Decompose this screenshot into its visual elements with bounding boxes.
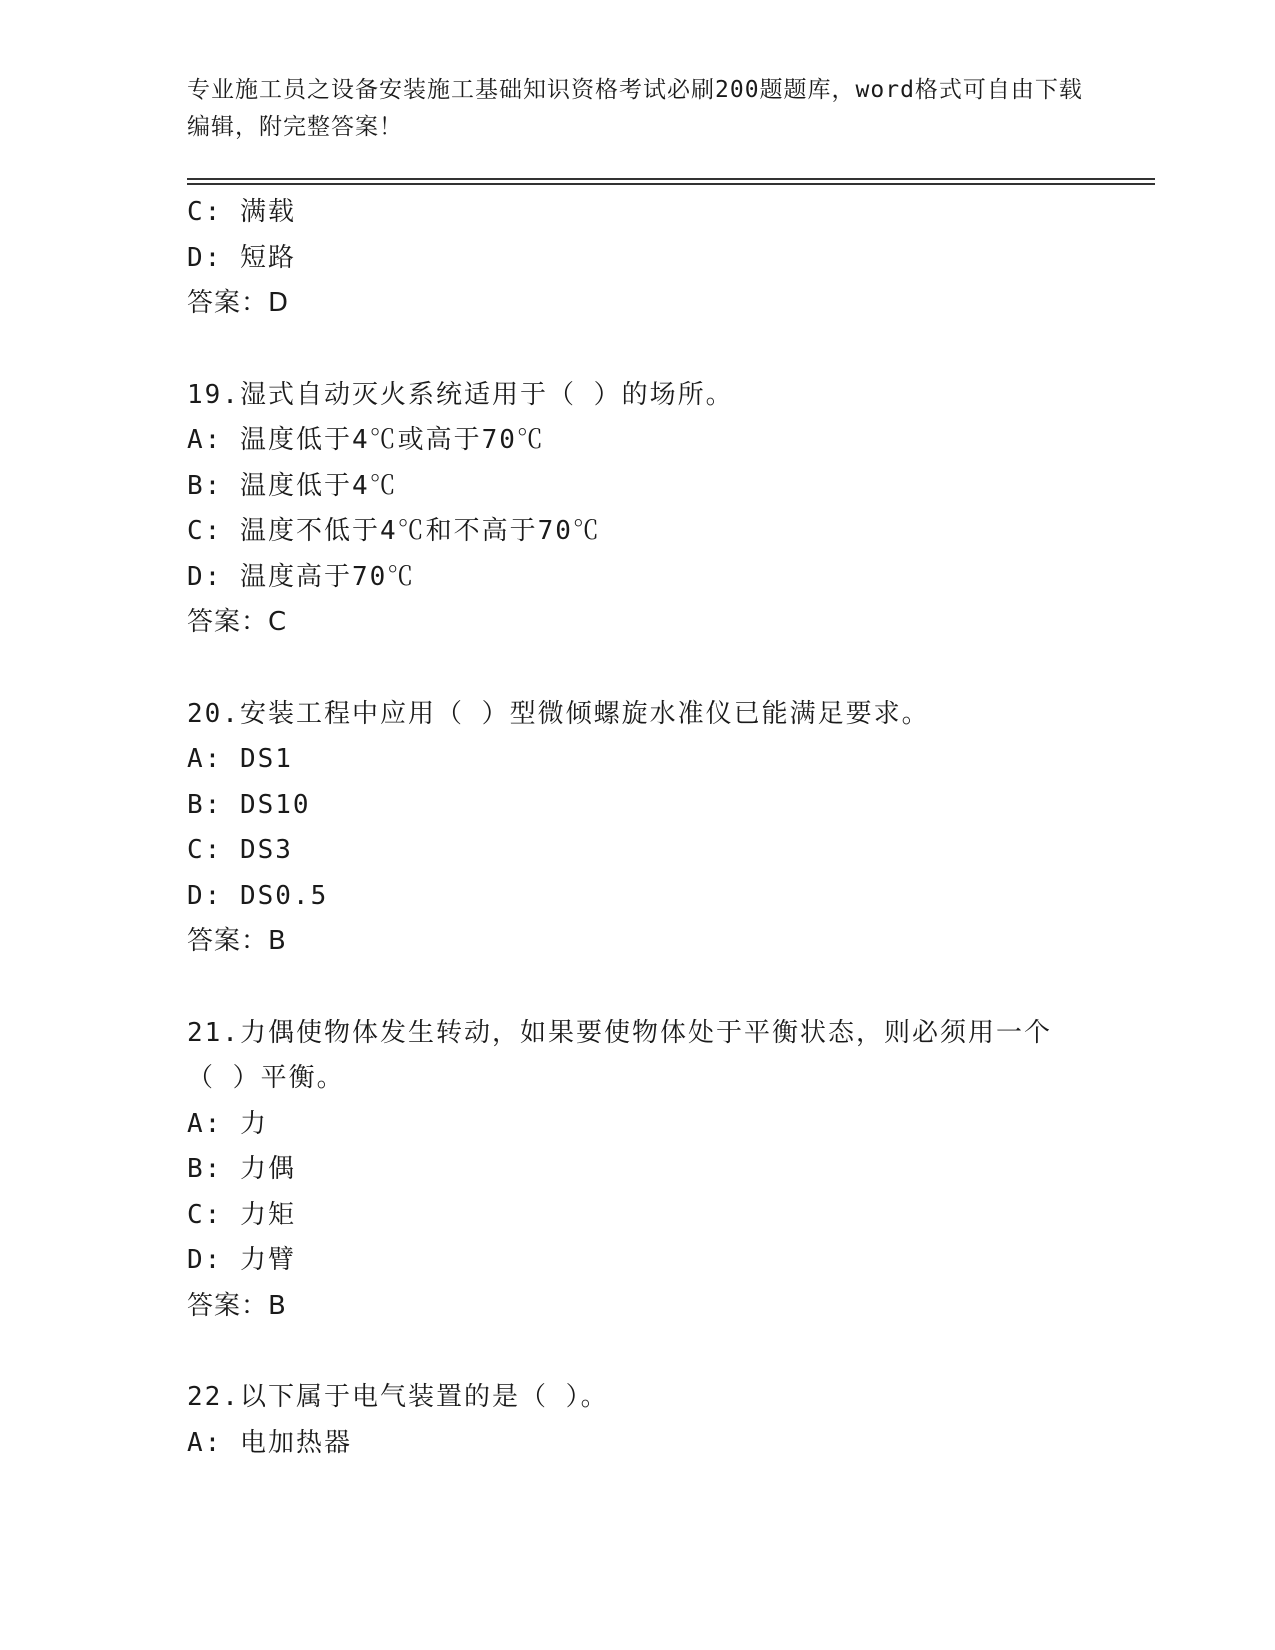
question-20 [187, 692, 1147, 965]
document-header [187, 72, 1087, 146]
header-divider-bottom [187, 183, 1155, 185]
spacer [187, 965, 1147, 1011]
question-19 [187, 373, 1147, 646]
answer-label: 答案：C [187, 607, 288, 637]
option-a: A: 温度低于4℃或高于70℃ [187, 425, 545, 455]
answer-label: 答案：D [187, 288, 290, 318]
spacer [187, 1329, 1147, 1375]
option-d: D: DS0.5 [187, 880, 329, 911]
question-stem: 22.以下属于电气装置的是（ ）。 [187, 1382, 609, 1412]
question-list [187, 190, 1147, 1466]
answer-label: 答案：B [187, 926, 287, 956]
option-b: B: 力偶 [187, 1154, 296, 1184]
question-21 [187, 1011, 1147, 1330]
option-b: B: DS10 [187, 789, 311, 820]
question-stem-line-1: 21.力偶使物体发生转动，如果要使物体处于平衡状态，则必须用一个 [187, 1017, 1052, 1048]
header-divider-top [187, 178, 1155, 180]
option-d: D: 短路 [187, 242, 296, 273]
option-b: B: 温度低于4℃ [187, 470, 398, 501]
option-c: C: 满载 [187, 197, 296, 227]
option-d: D: 温度高于70℃ [187, 561, 416, 592]
spacer [187, 646, 1147, 692]
spacer [187, 327, 1147, 373]
option-a: A: 力 [187, 1108, 268, 1139]
option-d: D: 力臂 [187, 1245, 296, 1275]
question-22 [187, 1375, 1147, 1466]
option-c: C: 力矩 [187, 1199, 296, 1230]
question-stem: 20.安装工程中应用（ ）型微倾螺旋水准仪已能满足要求。 [187, 698, 930, 729]
question-fragment-18 [187, 190, 1147, 327]
option-a: A: 电加热器 [187, 1427, 352, 1458]
question-stem-line-2: （ ）平衡。 [187, 1063, 345, 1093]
answer-label: 答案：B [187, 1290, 287, 1321]
option-c: C: 温度不低于4℃和不高于70℃ [187, 516, 601, 546]
option-c: C: DS3 [187, 835, 293, 865]
option-a: A: DS1 [187, 744, 293, 774]
question-stem: 19.湿式自动灭火系统适用于（ ）的场所。 [187, 379, 734, 410]
document-title: 专业施工员之设备安装施工基础知识资格考试必刷200题题库，word格式可自由下载编辑，附完整答案！ [187, 77, 1083, 140]
